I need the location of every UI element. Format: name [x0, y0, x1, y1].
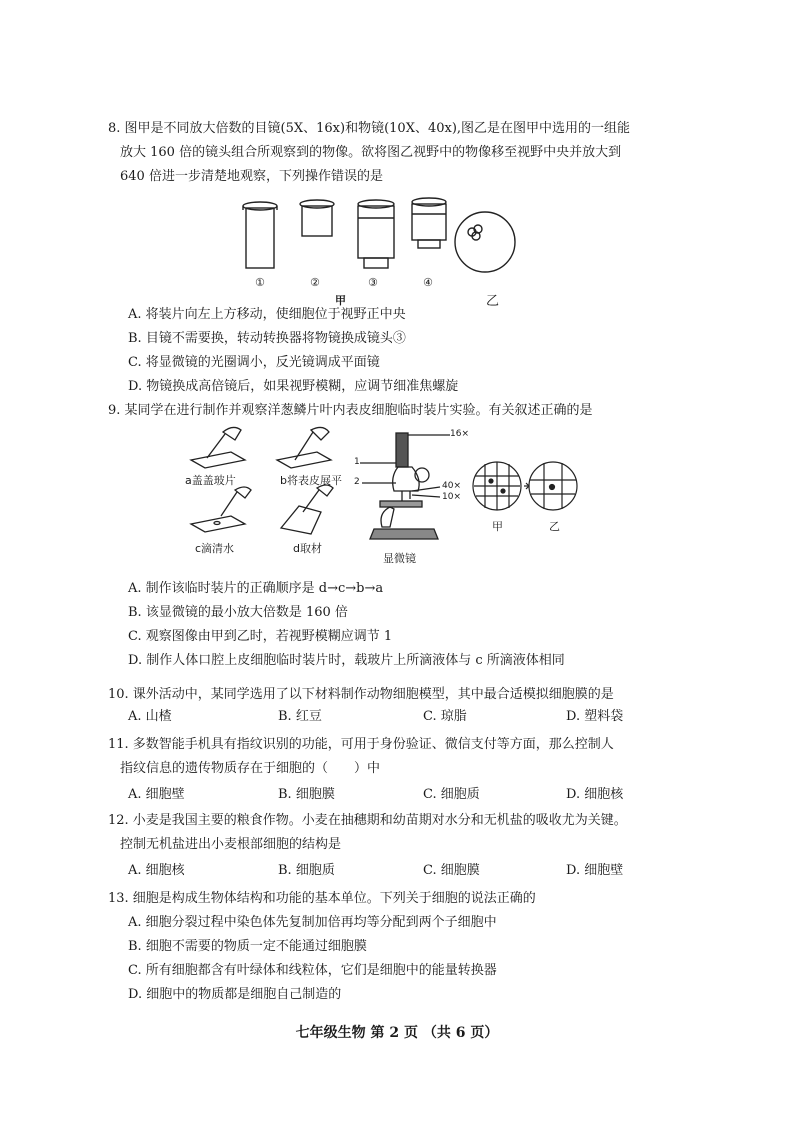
view-yi-icon — [529, 462, 577, 510]
q8-stem-line-2: 放大 160 倍的镜头组合所观察到的物像。欲将图乙视野中的物像移至视野中央并放大到 — [120, 145, 622, 160]
q13-option-d: D. 细胞中的物质都是细胞自己制造的 — [128, 987, 342, 1002]
lens-label-4: ④ — [423, 276, 433, 289]
q12-option-b: B. 细胞质 — [278, 863, 335, 878]
q11-option-d: D. 细胞核 — [566, 787, 624, 802]
q9-option-b: B. 该显微镜的最小放大倍数是 160 倍 — [128, 605, 348, 620]
eyepiece-lens-2-icon — [300, 200, 334, 236]
figure-jia-label: 甲 — [335, 294, 346, 307]
q10-stem: 10. 课外活动中，某同学选用了以下材料制作动物细胞模型，其中最合适模拟细胞膜的是 — [108, 687, 614, 702]
knob-mark-1: 1 — [354, 457, 360, 467]
q10-option-d: D. 塑料袋 — [566, 709, 624, 724]
objective-lens-3-icon — [358, 200, 394, 268]
field-of-view-icon — [455, 212, 515, 272]
q11-stem-line-2: 指纹信息的遗传物质存在于细胞的（ ）中 — [120, 761, 381, 776]
q9-option-c: C. 观察图像由甲到乙时，若视野模糊应调节 1 — [128, 629, 393, 644]
view-jia-label: 甲 — [492, 520, 503, 533]
cell-views-figure — [470, 458, 580, 518]
q11-option-c: C. 细胞质 — [423, 787, 480, 802]
q12-stem-line-1: 12. 小麦是我国主要的粮食作物。小麦在抽穗期和幼苗期对水分和无机盐的吸收尤为关键。 — [108, 813, 627, 828]
q8-lens-figure — [240, 196, 540, 276]
objective-mark-40: 40× — [442, 481, 461, 491]
q9-stem: 9. 某同学在进行制作并观察洋葱鳞片叶内表皮细胞临时装片实验。有关叙述正确的是 — [108, 403, 593, 418]
q13-option-a: A. 细胞分裂过程中染色体先复制加倍再均等分配到两个子细胞中 — [128, 915, 497, 930]
lens-label-2: ② — [310, 276, 320, 289]
q10-option-b: B. 红豆 — [278, 709, 322, 724]
q10-option-a: A. 山楂 — [128, 709, 172, 724]
step-a-label: a盖盖玻片 — [185, 474, 236, 487]
step-d-label: d取材 — [293, 542, 322, 555]
q9-option-d: D. 制作人体口腔上皮细胞临时装片时，载玻片上所滴液体与 c 所滴液体相同 — [128, 653, 565, 668]
q8-option-d: D. 物镜换成高倍镜后，如果视野模糊，应调节细准焦螺旋 — [128, 379, 459, 394]
q12-option-c: C. 细胞膜 — [423, 863, 480, 878]
page-footer: 七年级生物 第 2 页 （共 6 页） — [295, 1025, 499, 1041]
q8-option-a: A. 将装片向左上方移动，使细胞位于视野正中央 — [128, 307, 406, 322]
q10-option-c: C. 琼脂 — [423, 709, 467, 724]
q8-stem-line-3: 640 倍进一步清楚地观察，下列操作错误的是 — [120, 169, 383, 184]
q11-stem-line-1: 11. 多数智能手机具有指纹识别的功能，可用于身份验证、微信支付等方面，那么控制人 — [108, 737, 614, 752]
eyepiece-lens-1-icon — [243, 202, 277, 268]
view-jia-icon — [473, 462, 521, 510]
lens-label-1: ① — [255, 276, 265, 289]
step-c-icon — [191, 487, 251, 532]
q13-stem: 13. 细胞是构成生物体结构和功能的基本单位。下列关于细胞的说法正确的 — [108, 891, 536, 906]
knob-mark-2: 2 — [354, 477, 360, 487]
lens-label-3: ③ — [368, 276, 378, 289]
q11-option-b: B. 细胞膜 — [278, 787, 335, 802]
eyepiece-mark: 16× — [450, 429, 469, 439]
step-c-label: c滴清水 — [195, 542, 235, 555]
view-yi-label: 乙 — [549, 520, 560, 533]
objective-lens-4-icon — [412, 198, 446, 248]
step-b-label: b将表皮展平 — [280, 474, 342, 487]
q13-option-b: B. 细胞不需要的物质一定不能通过细胞膜 — [128, 939, 367, 954]
q8-option-b: B. 目镜不需要换，转动转换器将物镜换成镜头③ — [128, 331, 406, 346]
step-a-icon — [191, 427, 245, 468]
q8-option-c: C. 将显微镜的光圈调小，反光镜调成平面镜 — [128, 355, 380, 370]
q13-option-c: C. 所有细胞都含有叶绿体和线粒体，它们是细胞中的能量转换器 — [128, 963, 497, 978]
q12-stem-line-2: 控制无机盐进出小麦根部细胞的结构是 — [120, 837, 342, 852]
objective-mark-10: 10× — [442, 492, 461, 502]
microscope-icon — [360, 433, 450, 539]
q8-stem-line-1: 8. 图甲是不同放大倍数的目镜(5X、16x)和物镜(10X、40x),图乙是在图甲中选用的一组能 — [108, 121, 631, 136]
q12-option-a: A. 细胞核 — [128, 863, 185, 878]
q9-option-a: A. 制作该临时装片的正确顺序是 d→c→b→a — [128, 581, 384, 596]
step-b-icon — [277, 427, 331, 468]
q11-option-a: A. 细胞壁 — [128, 787, 185, 802]
step-d-icon — [281, 485, 333, 534]
figure-yi-label: 乙 — [486, 294, 500, 309]
microscope-label: 显微镜 — [383, 552, 416, 565]
q12-option-d: D. 细胞壁 — [566, 863, 624, 878]
